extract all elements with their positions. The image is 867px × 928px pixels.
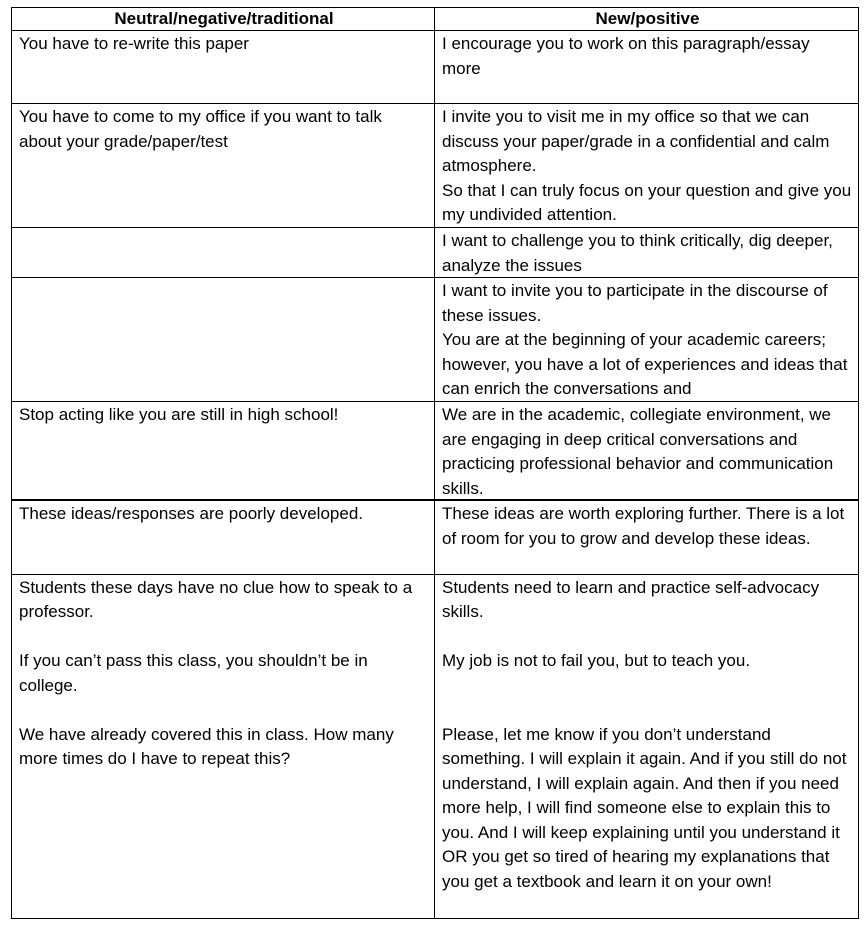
left-cell <box>12 402 435 501</box>
cell-paragraph: I encourage you to work on this paragraph/essay more <box>442 34 810 78</box>
cell-paragraph: I want to invite you to participate in the discourse of these issues. <box>442 281 828 325</box>
right-cell <box>435 31 859 104</box>
left-cell <box>12 31 435 104</box>
header-neutral-negative-traditional: Neutral/negative/traditional <box>12 8 435 31</box>
table-row <box>12 278 859 402</box>
cell-paragraph: You have to re-write this paper <box>19 34 249 53</box>
cell-paragraph: You have to come to my office if you want to talk about your grade/paper/test <box>19 107 382 151</box>
blank-line <box>19 625 429 650</box>
cell-paragraph: I invite you to visit me in my office so that we can discuss your paper/grade in a confidential and calm atmosphere. <box>442 107 830 175</box>
cell-paragraph: My job is not to fail you, but to teach you. <box>442 651 751 670</box>
right-cell <box>435 228 859 278</box>
cell-paragraph: I want to challenge you to think critically, dig deeper, analyze the issues <box>442 231 833 275</box>
table-row <box>12 402 859 501</box>
blank-line <box>442 625 853 650</box>
table-row <box>12 500 859 574</box>
left-cell <box>12 500 435 574</box>
cell-paragraph: Please, let me know if you don’t understand something. I will explain it again. And if you still do not understand, I will explain again. And then if you need more help, I will find someone else to explain this to you. And I will keep explaining until you understand it OR you get so tired of hearing my explanations that you get a textbook and learn it on your own! <box>442 724 847 891</box>
left-cell <box>12 228 435 278</box>
cell-paragraph: Students these days have no clue how to speak to a professor. <box>19 577 413 621</box>
comparison-table <box>11 7 859 919</box>
header-row <box>12 8 859 31</box>
cell-paragraph: We have already covered this in class. How many more times do I have to repeat this? <box>19 724 394 768</box>
table-row <box>12 574 859 918</box>
left-cell <box>12 278 435 402</box>
cell-paragraph: You are at the beginning of your academic careers; however, you have a lot of experiences and ideas that can enrich the conversations and <box>442 330 848 398</box>
cell-paragraph: These ideas/responses are poorly developed. <box>19 504 363 523</box>
cell-paragraph: We are in the academic, collegiate environment, we are engaging in deep critical conversations and practicing professional behavior and communication skills. <box>442 405 834 498</box>
cell-paragraph: These ideas are worth exploring further. There is a lot of room for you to grow and develop these ideas. <box>442 504 845 548</box>
right-cell <box>435 500 859 574</box>
table-row <box>12 104 859 228</box>
right-cell <box>435 574 859 918</box>
cell-paragraph: Students need to learn and practice self-advocacy skills. <box>442 577 820 621</box>
blank-line <box>19 698 429 723</box>
left-cell <box>12 104 435 228</box>
cell-paragraph: Stop acting like you are still in high school! <box>19 405 339 424</box>
right-cell <box>435 104 859 228</box>
right-cell <box>435 278 859 402</box>
table-row <box>12 31 859 104</box>
table-row <box>12 228 859 278</box>
cell-paragraph: If you can’t pass this class, you shouldn’t be in college. <box>19 651 368 695</box>
header-new-positive: New/positive <box>435 8 859 31</box>
cell-paragraph: So that I can truly focus on your question and give you my undivided attention. <box>442 180 852 224</box>
blank-line <box>442 674 853 699</box>
left-cell <box>12 574 435 918</box>
right-cell <box>435 402 859 501</box>
blank-line <box>442 698 853 723</box>
